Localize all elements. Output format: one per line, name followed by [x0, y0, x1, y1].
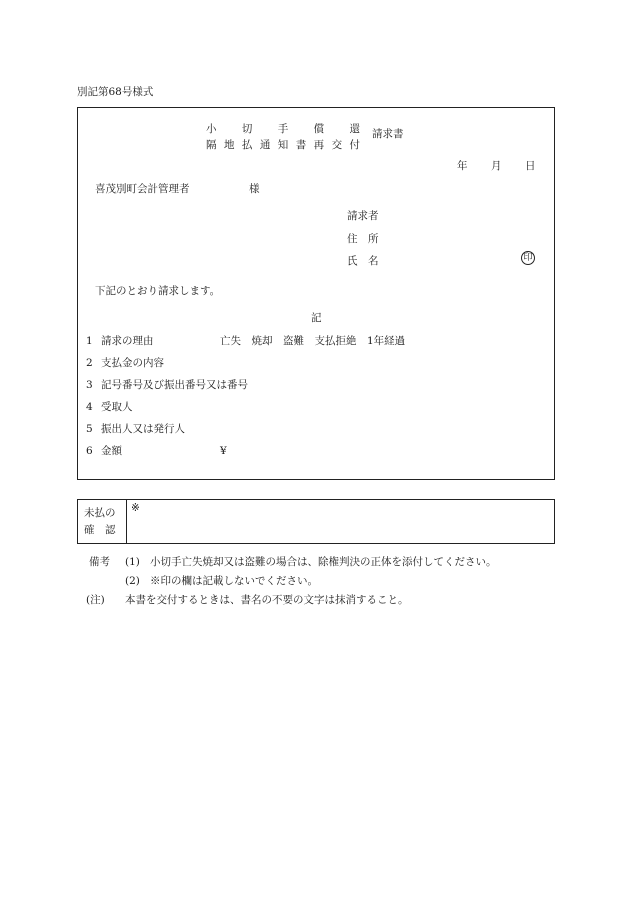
- title-char: 書: [295, 139, 307, 151]
- title-row-2: [206, 137, 360, 152]
- addressee-honorific: 様: [249, 183, 260, 195]
- item-label: 記号番号及び振出番号又は番号: [101, 379, 248, 391]
- item-label: 金額: [101, 445, 122, 457]
- title-char: 還: [349, 123, 360, 135]
- item-number: 1: [86, 335, 93, 347]
- item-label: 受取人: [101, 401, 133, 413]
- title-char: 償: [313, 123, 325, 135]
- addressee-name: 喜茂別町会計管理者: [95, 183, 190, 195]
- title-suffix: 請求書: [372, 128, 404, 140]
- date-year: 年: [457, 160, 468, 172]
- address-label: 住 所: [347, 233, 379, 245]
- form-number-label: 別記第68号様式: [77, 86, 154, 98]
- ki-heading: 記: [311, 312, 322, 324]
- item-value: ¥: [220, 445, 227, 457]
- title-char: 隔: [206, 139, 217, 151]
- note-text: 小切手亡失焼却又は盗難の場合は、除権判決の正体を添付してください。: [150, 556, 497, 568]
- title-char: 知: [277, 139, 289, 151]
- title-char: 付: [349, 139, 360, 151]
- title-row-1: [206, 121, 360, 136]
- unpaid-confirmation-box: [77, 499, 555, 544]
- confirm-label-line2: 確 認: [84, 524, 116, 536]
- intro-text: 下記のとおり請求します。: [95, 285, 221, 297]
- title-char: 地: [223, 139, 235, 151]
- title-char: 小: [206, 123, 217, 135]
- item-label: 支払金の内容: [101, 357, 164, 369]
- title-char: 手: [277, 123, 289, 135]
- confirm-label-line1: 未払の: [84, 507, 116, 519]
- date-day: 日: [525, 160, 536, 172]
- note-number: (1): [125, 556, 140, 568]
- note-number: (2): [125, 575, 140, 587]
- confirmation-divider: [126, 500, 127, 543]
- item-number: 4: [86, 401, 93, 413]
- item-label: 振出人又は発行人: [101, 423, 185, 435]
- title-char: 払: [241, 139, 253, 151]
- name-label: 氏 名: [347, 255, 379, 267]
- chu-text: 本書を交付するときは、書名の不要の文字は抹消すること。: [125, 594, 409, 606]
- date-month: 月: [491, 160, 502, 172]
- title-char: 通: [259, 139, 271, 151]
- title-char: 交: [331, 139, 343, 151]
- item-number: 6: [86, 445, 93, 457]
- item-number: 5: [86, 423, 93, 435]
- claimant-label: 請求者: [347, 210, 379, 222]
- item-value: 亡失 焼却 盗難 支払拒絶 1年経過: [220, 335, 406, 347]
- item-number: 2: [86, 357, 93, 369]
- item-number: 3: [86, 379, 93, 391]
- item-label: 請求の理由: [101, 335, 154, 347]
- confirm-mark: ※: [131, 502, 140, 514]
- note-text: ※印の欄は記載しないでください。: [150, 575, 318, 587]
- biko-label: 備考: [89, 556, 110, 568]
- title-char: 再: [313, 139, 325, 151]
- title-char: 切: [241, 123, 253, 135]
- chu-label: (注): [86, 594, 105, 606]
- seal-icon: 印: [521, 251, 535, 265]
